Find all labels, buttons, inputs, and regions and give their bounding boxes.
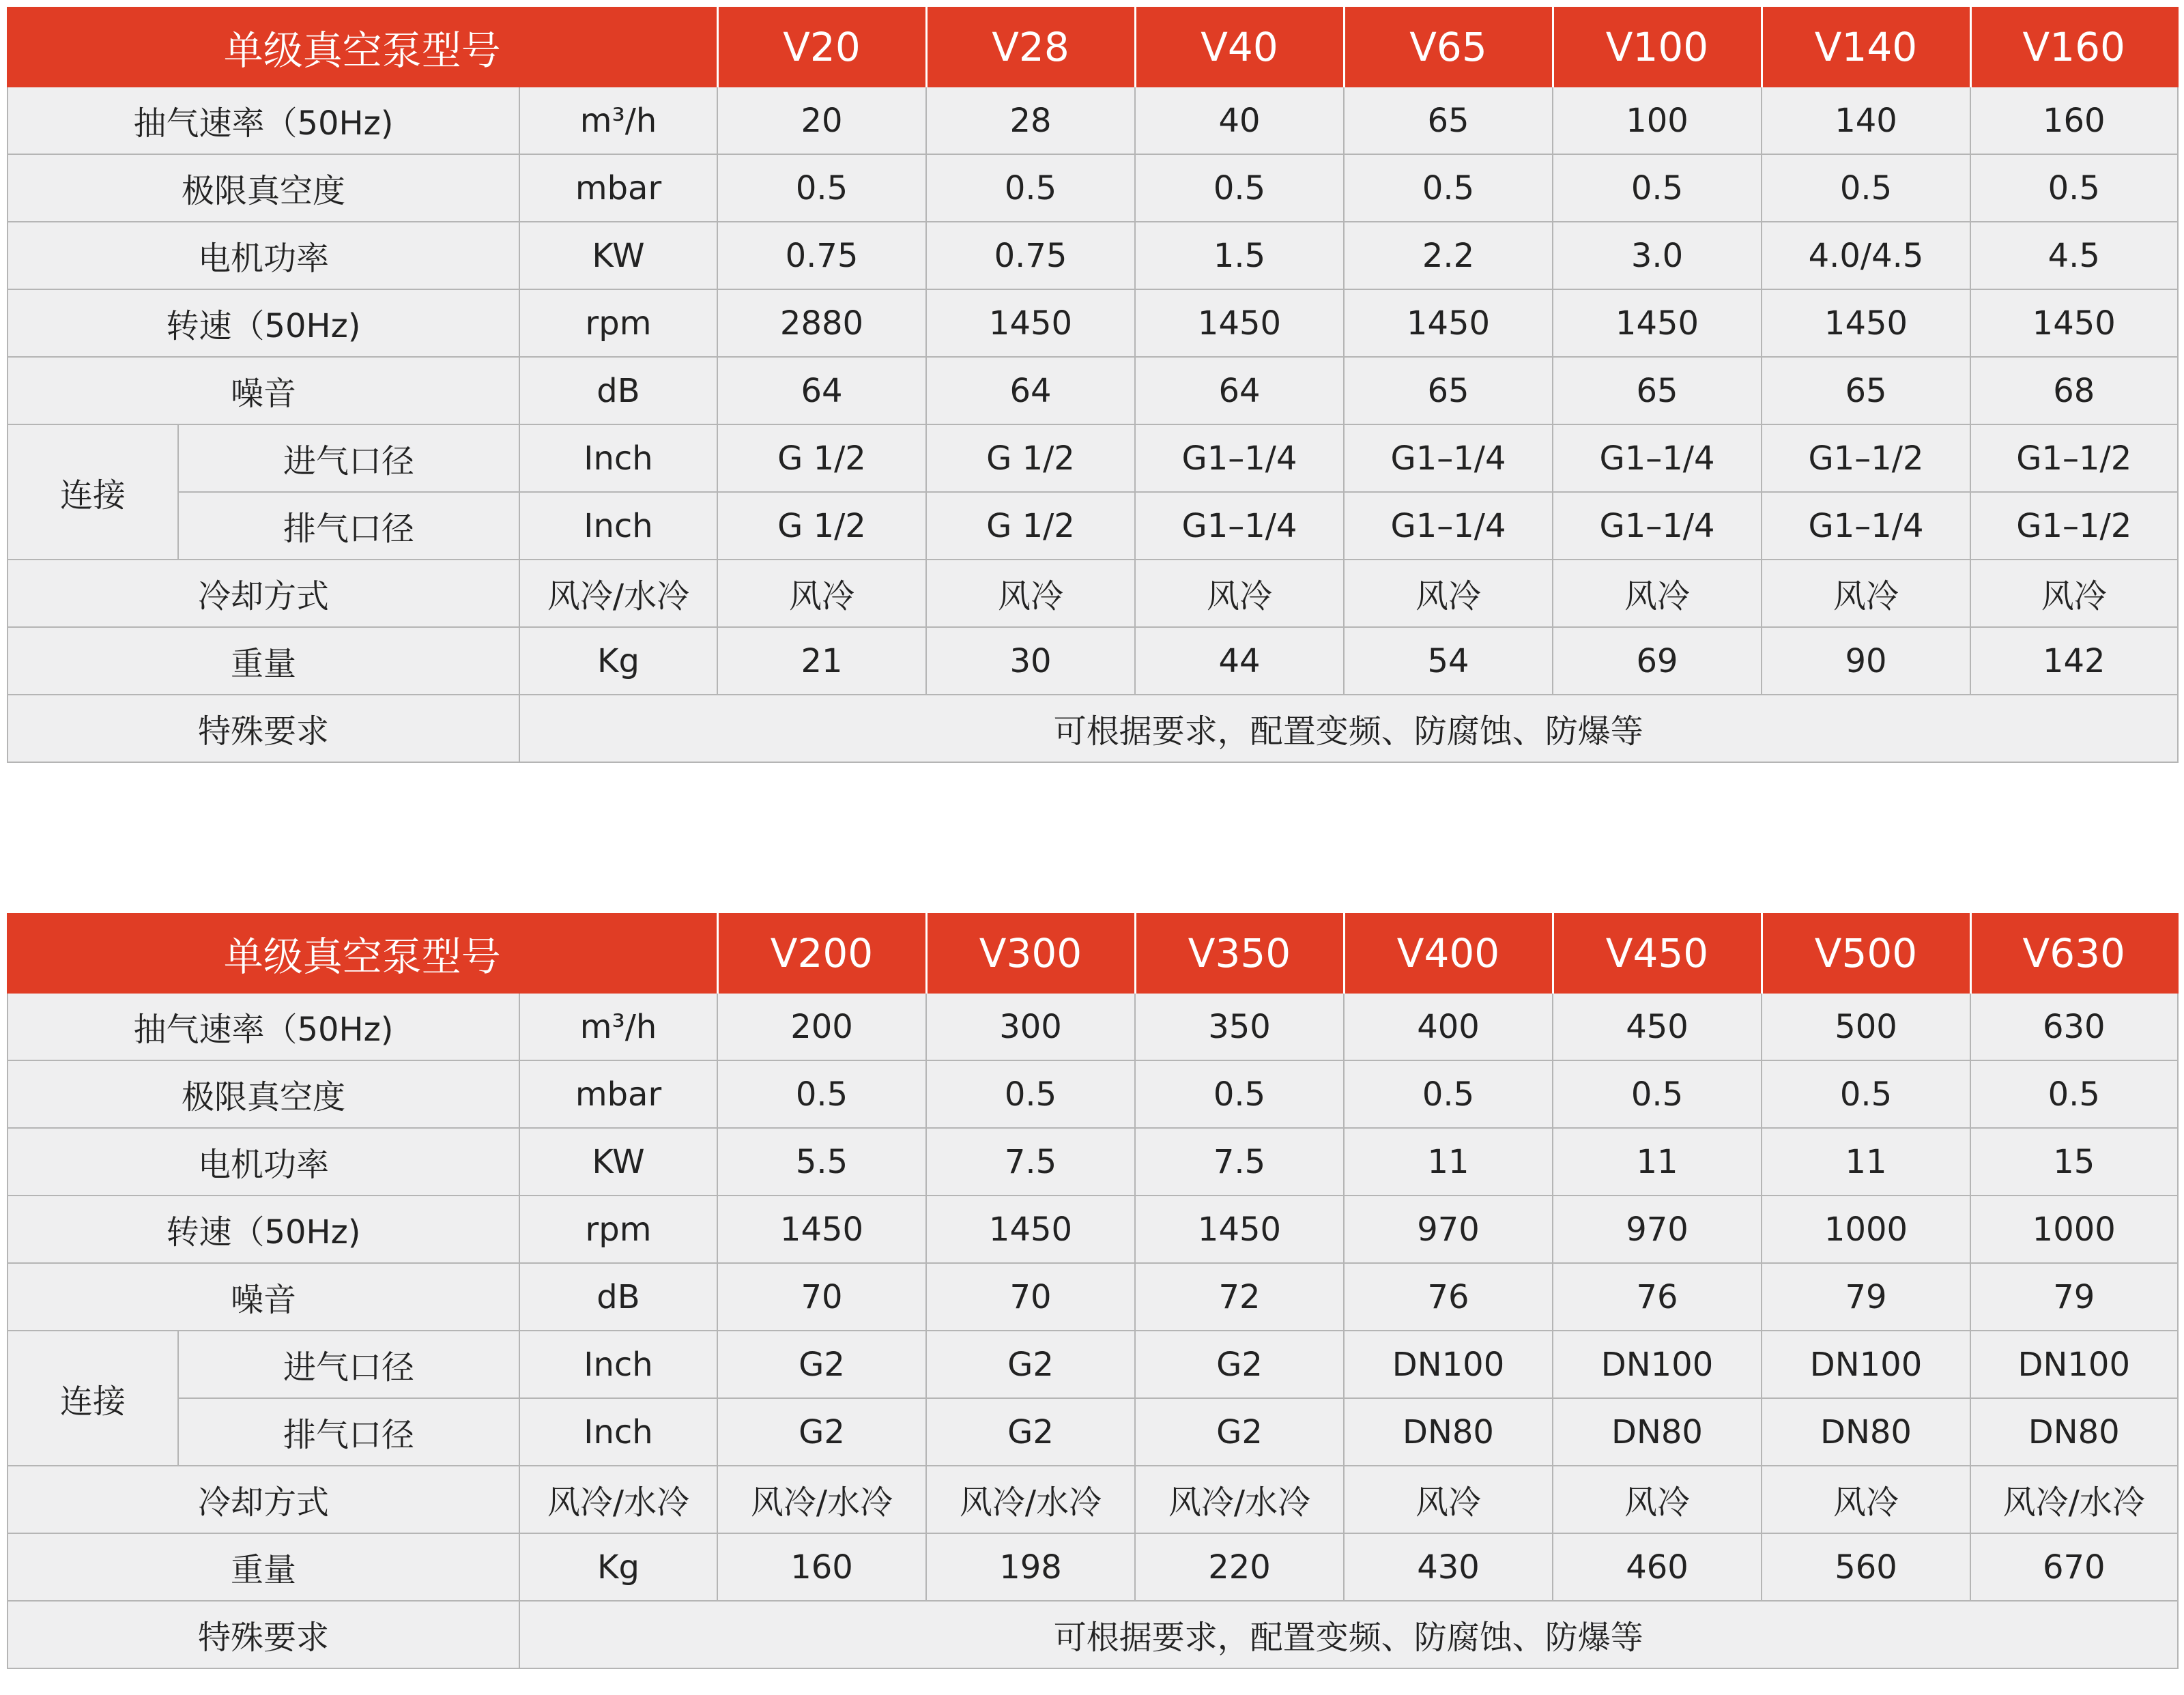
value-cell: 风冷 (1344, 560, 1553, 627)
value-cell: G1–1/4 (1344, 492, 1553, 560)
row-label: 进气口径 (178, 1331, 519, 1398)
value-cell: 79 (1970, 1263, 2178, 1331)
row-label: 噪音 (8, 357, 519, 424)
row-label: 抽气速率（50Hz) (8, 87, 519, 154)
model-header: V28 (926, 8, 1135, 87)
special-value: 可根据要求，配置变频、防腐蚀、防爆等 (519, 1601, 2178, 1668)
row-label: 转速（50Hz) (8, 289, 519, 357)
value-cell: 79 (1762, 1263, 1970, 1331)
value-cell: 0.5 (1762, 154, 1970, 222)
value-cell: 220 (1135, 1533, 1344, 1601)
value-cell: G2 (717, 1331, 926, 1398)
table-row (8, 627, 2178, 695)
row-label: 抽气速率（50Hz) (8, 993, 519, 1060)
value-cell: 风冷/水冷 (717, 1466, 926, 1533)
value-cell: 500 (1762, 993, 1970, 1060)
value-cell: 风冷 (1762, 560, 1970, 627)
unit-cell: mbar (519, 1060, 717, 1128)
value-cell: 风冷 (926, 560, 1135, 627)
special-row (8, 1601, 2178, 1668)
value-cell: G1–1/2 (1970, 424, 2178, 492)
value-cell: 风冷 (1135, 560, 1344, 627)
spec-table (7, 913, 2179, 1669)
value-cell: 0.5 (926, 1060, 1135, 1128)
table-row (8, 560, 2178, 627)
value-cell: G2 (926, 1398, 1135, 1466)
value-cell: 76 (1344, 1263, 1553, 1331)
value-cell: 430 (1344, 1533, 1553, 1601)
value-cell: G 1/2 (717, 492, 926, 560)
value-cell: 200 (717, 993, 926, 1060)
unit-cell: Inch (519, 492, 717, 560)
spec-table (7, 7, 2179, 763)
value-cell: G1–1/4 (1762, 492, 1970, 560)
value-cell: 65 (1553, 357, 1762, 424)
unit-cell: Kg (519, 627, 717, 695)
value-cell: 0.5 (1762, 1060, 1970, 1128)
value-cell: 40 (1135, 87, 1344, 154)
header-row (8, 8, 2178, 87)
value-cell: G2 (1135, 1331, 1344, 1398)
value-cell: 70 (926, 1263, 1135, 1331)
unit-cell: rpm (519, 289, 717, 357)
value-cell: 300 (926, 993, 1135, 1060)
value-cell: DN80 (1553, 1398, 1762, 1466)
row-label: 排气口径 (178, 1398, 519, 1466)
value-cell: 560 (1762, 1533, 1970, 1601)
unit-cell: mbar (519, 154, 717, 222)
unit-cell: Kg (519, 1533, 717, 1601)
unit-cell: dB (519, 357, 717, 424)
model-header: V160 (1970, 8, 2178, 87)
row-label: 极限真空度 (8, 1060, 519, 1128)
table-row (8, 993, 2178, 1060)
value-cell: 1450 (1344, 289, 1553, 357)
value-cell: 76 (1553, 1263, 1762, 1331)
model-header: V400 (1344, 914, 1553, 993)
value-cell: 65 (1344, 87, 1553, 154)
unit-cell: Inch (519, 424, 717, 492)
table-row (8, 357, 2178, 424)
unit-cell: m³/h (519, 993, 717, 1060)
value-cell: 4.5 (1970, 222, 2178, 289)
value-cell: 1450 (1135, 1196, 1344, 1263)
model-header: V300 (926, 914, 1135, 993)
value-cell: 970 (1553, 1196, 1762, 1263)
value-cell: 1450 (1553, 289, 1762, 357)
value-cell: 风冷 (1553, 560, 1762, 627)
table-row (8, 492, 2178, 560)
value-cell: 风冷 (1344, 1466, 1553, 1533)
value-cell: 70 (717, 1263, 926, 1331)
row-label: 排气口径 (178, 492, 519, 560)
value-cell: G 1/2 (926, 492, 1135, 560)
table-row (8, 1331, 2178, 1398)
unit-cell: Inch (519, 1398, 717, 1466)
value-cell: 11 (1762, 1128, 1970, 1196)
unit-cell: m³/h (519, 87, 717, 154)
value-cell: DN100 (1344, 1331, 1553, 1398)
value-cell: G1–1/4 (1135, 424, 1344, 492)
table-row (8, 222, 2178, 289)
value-cell: 65 (1762, 357, 1970, 424)
table-row (8, 1128, 2178, 1196)
row-label: 电机功率 (8, 222, 519, 289)
table-row (8, 289, 2178, 357)
model-header-label: 单级真空泵型号 (8, 8, 717, 87)
special-label: 特殊要求 (8, 695, 519, 762)
value-cell: DN80 (1970, 1398, 2178, 1466)
value-cell: 风冷/水冷 (1970, 1466, 2178, 1533)
unit-cell: dB (519, 1263, 717, 1331)
model-header: V350 (1135, 914, 1344, 993)
value-cell: 0.75 (926, 222, 1135, 289)
value-cell: 0.5 (717, 1060, 926, 1128)
value-cell: 0.5 (1135, 1060, 1344, 1128)
model-header: V500 (1762, 914, 1970, 993)
value-cell: 100 (1553, 87, 1762, 154)
model-header: V140 (1762, 8, 1970, 87)
value-cell: DN100 (1970, 1331, 2178, 1398)
table-row (8, 87, 2178, 154)
table-row (8, 1060, 2178, 1128)
value-cell: G1–1/4 (1553, 424, 1762, 492)
value-cell: 28 (926, 87, 1135, 154)
value-cell: 72 (1135, 1263, 1344, 1331)
value-cell: 450 (1553, 993, 1762, 1060)
value-cell: 0.5 (1344, 154, 1553, 222)
value-cell: 0.5 (1135, 154, 1344, 222)
row-label: 进气口径 (178, 424, 519, 492)
value-cell: 64 (717, 357, 926, 424)
value-cell: 400 (1344, 993, 1553, 1060)
value-cell: 160 (1970, 87, 2178, 154)
table-row (8, 1196, 2178, 1263)
value-cell: DN100 (1762, 1331, 1970, 1398)
value-cell: 140 (1762, 87, 1970, 154)
value-cell: DN80 (1344, 1398, 1553, 1466)
value-cell: 1000 (1970, 1196, 2178, 1263)
model-header-label: 单级真空泵型号 (8, 914, 717, 993)
value-cell: G 1/2 (717, 424, 926, 492)
unit-cell: KW (519, 222, 717, 289)
row-label: 噪音 (8, 1263, 519, 1331)
value-cell: 风冷 (1970, 560, 2178, 627)
model-header: V40 (1135, 8, 1344, 87)
table-row (8, 1263, 2178, 1331)
row-label: 转速（50Hz) (8, 1196, 519, 1263)
unit-cell: 风冷/水冷 (519, 560, 717, 627)
value-cell: 64 (1135, 357, 1344, 424)
model-header: V20 (717, 8, 926, 87)
table-row (8, 1398, 2178, 1466)
value-cell: 460 (1553, 1533, 1762, 1601)
value-cell: 54 (1344, 627, 1553, 695)
row-label: 冷却方式 (8, 560, 519, 627)
value-cell: 1000 (1762, 1196, 1970, 1263)
value-cell: 0.5 (1553, 1060, 1762, 1128)
value-cell: G 1/2 (926, 424, 1135, 492)
header-row (8, 914, 2178, 993)
value-cell: 7.5 (926, 1128, 1135, 1196)
value-cell: G1–1/4 (1344, 424, 1553, 492)
special-value: 可根据要求，配置变频、防腐蚀、防爆等 (519, 695, 2178, 762)
value-cell: 1450 (926, 289, 1135, 357)
model-header: V450 (1553, 914, 1762, 993)
value-cell: 风冷/水冷 (1135, 1466, 1344, 1533)
group-label-connection: 连接 (8, 424, 178, 560)
table-row (8, 154, 2178, 222)
row-label: 重量 (8, 627, 519, 695)
value-cell: 30 (926, 627, 1135, 695)
value-cell: 350 (1135, 993, 1344, 1060)
model-header: V100 (1553, 8, 1762, 87)
row-label: 冷却方式 (8, 1466, 519, 1533)
value-cell: 970 (1344, 1196, 1553, 1263)
value-cell: G1–1/2 (1970, 492, 2178, 560)
value-cell: 4.0/4.5 (1762, 222, 1970, 289)
model-header: V200 (717, 914, 926, 993)
value-cell: 90 (1762, 627, 1970, 695)
value-cell: 1.5 (1135, 222, 1344, 289)
value-cell: 3.0 (1553, 222, 1762, 289)
value-cell: 2880 (717, 289, 926, 357)
value-cell: 风冷/水冷 (926, 1466, 1135, 1533)
value-cell: 0.75 (717, 222, 926, 289)
value-cell: DN100 (1553, 1331, 1762, 1398)
table-row (8, 1533, 2178, 1601)
value-cell: G2 (717, 1398, 926, 1466)
value-cell: G1–1/2 (1762, 424, 1970, 492)
model-header: V630 (1970, 914, 2178, 993)
unit-cell: KW (519, 1128, 717, 1196)
value-cell: 20 (717, 87, 926, 154)
value-cell: 44 (1135, 627, 1344, 695)
value-cell: 5.5 (717, 1128, 926, 1196)
value-cell: 142 (1970, 627, 2178, 695)
value-cell: G1–1/4 (1553, 492, 1762, 560)
special-row (8, 695, 2178, 762)
value-cell: 21 (717, 627, 926, 695)
value-cell: 630 (1970, 993, 2178, 1060)
value-cell: 65 (1344, 357, 1553, 424)
value-cell: 2.2 (1344, 222, 1553, 289)
value-cell: 64 (926, 357, 1135, 424)
special-label: 特殊要求 (8, 1601, 519, 1668)
unit-cell: 风冷/水冷 (519, 1466, 717, 1533)
model-header: V65 (1344, 8, 1553, 87)
row-label: 电机功率 (8, 1128, 519, 1196)
value-cell: 1450 (1762, 289, 1970, 357)
value-cell: 1450 (1135, 289, 1344, 357)
value-cell: 1450 (717, 1196, 926, 1263)
value-cell: 0.5 (1344, 1060, 1553, 1128)
value-cell: 0.5 (926, 154, 1135, 222)
value-cell: 11 (1344, 1128, 1553, 1196)
value-cell: 670 (1970, 1533, 2178, 1601)
value-cell: 0.5 (1970, 1060, 2178, 1128)
value-cell: G2 (1135, 1398, 1344, 1466)
value-cell: 风冷 (1553, 1466, 1762, 1533)
value-cell: 69 (1553, 627, 1762, 695)
value-cell: 160 (717, 1533, 926, 1601)
value-cell: 风冷 (1762, 1466, 1970, 1533)
table-row (8, 1466, 2178, 1533)
value-cell: 7.5 (1135, 1128, 1344, 1196)
value-cell: 0.5 (717, 154, 926, 222)
value-cell: 风冷 (717, 560, 926, 627)
group-label-connection: 连接 (8, 1331, 178, 1466)
row-label: 重量 (8, 1533, 519, 1601)
table-row (8, 424, 2178, 492)
value-cell: 0.5 (1970, 154, 2178, 222)
value-cell: 68 (1970, 357, 2178, 424)
value-cell: 0.5 (1553, 154, 1762, 222)
unit-cell: rpm (519, 1196, 717, 1263)
value-cell: G1–1/4 (1135, 492, 1344, 560)
value-cell: 1450 (1970, 289, 2178, 357)
value-cell: 15 (1970, 1128, 2178, 1196)
value-cell: 11 (1553, 1128, 1762, 1196)
value-cell: G2 (926, 1331, 1135, 1398)
value-cell: DN80 (1762, 1398, 1970, 1466)
value-cell: 1450 (926, 1196, 1135, 1263)
value-cell: 198 (926, 1533, 1135, 1601)
unit-cell: Inch (519, 1331, 717, 1398)
row-label: 极限真空度 (8, 154, 519, 222)
